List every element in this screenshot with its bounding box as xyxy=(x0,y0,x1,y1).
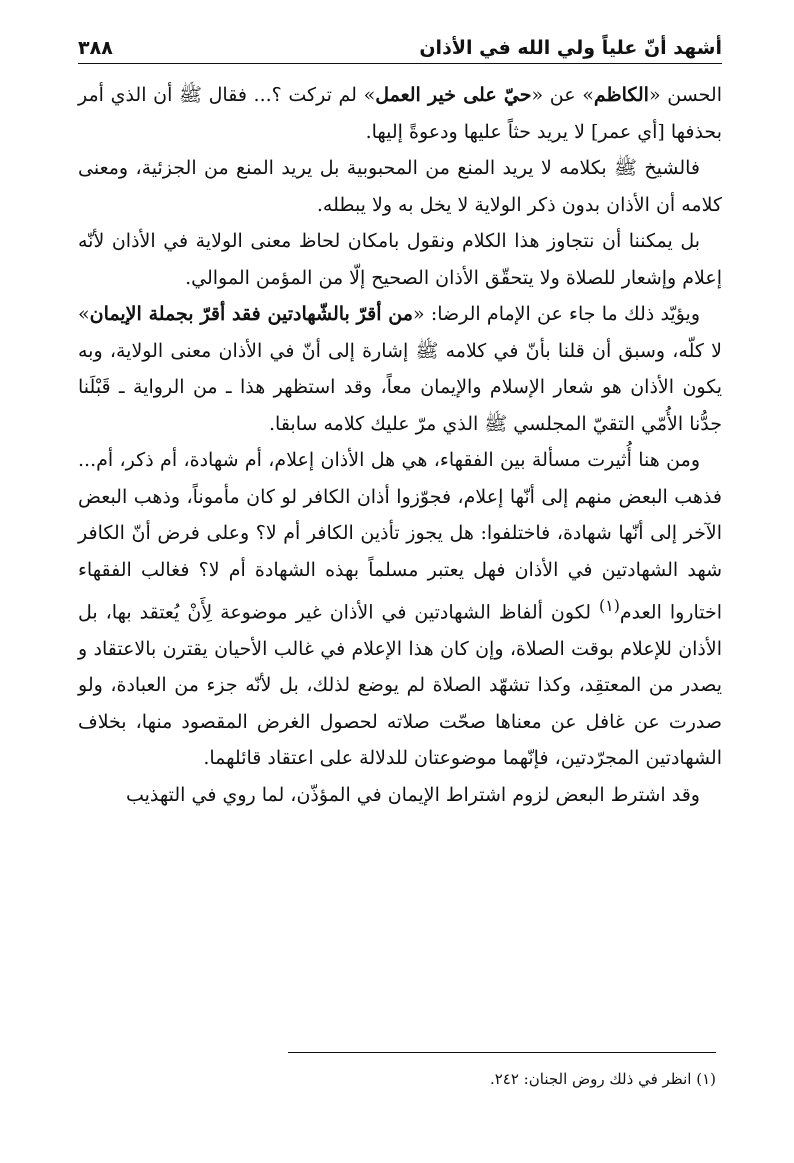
bold-quote: من أقرّ بالشّهادتين فقد أقرّ بجملة الإيمان xyxy=(89,303,413,325)
bold-term: الكاظم xyxy=(593,84,649,106)
paragraph: وقد اشترط البعض لزوم اشتراط الإيمان في المؤذّن، لما روي في التهذيب xyxy=(125,783,700,806)
body-text xyxy=(78,77,722,813)
paragraph: فالشيخ ﷺ بكلامه لا يريد المنع من المحبوبية بل يريد المنع من الجزئية، ومعنى كلامه أن الأذان بدون ذكر الولاية لا يخل به ولا يبطله. xyxy=(78,157,722,216)
footnote-marker[interactable]: (١) xyxy=(598,596,620,615)
running-title: أشهد أنّ علياً ولي الله في الأذان xyxy=(419,37,722,59)
paragraph: بل يمكننا أن نتجاوز هذا الكلام ونقول بامكان لحاظ معنى الولاية في الأذان لأنّه إعلام وإشعار للصلاة ولا يتحقّق الأذان الصحيح إلّا من المؤمن الموالي. xyxy=(78,230,722,289)
paragraph: الحسن «الكاظم» عن «حيّ على خير العمل» لم تركت ؟... فقال ﷺ أن الذي أمر بحذفها [أي عمر] لا يريد حثاً عليها ودعوةً إليها. xyxy=(78,84,722,143)
page-header xyxy=(78,30,722,64)
footnote-divider xyxy=(288,1052,716,1053)
paragraph: ويؤيّد ذلك ما جاء عن الإمام الرضا: «من أقرّ بالشّهادتين فقد أقرّ بجملة الإيمان» لا كلّه، وسبق أن قلنا بأنّ في كلامه ﷺ إشارة إلى أنّ في الأذان معنى الولاية، وبه يكون الأذان هو شعار الإسلام والإيمان معاً، وقد استظهر هذا ـ من الرواية ـ قَبْلَنا جدُّنا الأُمّي التقيّ المجلسي ﷺ الذي مرّ عليك كلامه سابقا. xyxy=(78,303,722,435)
page-number: ٣٨٨ xyxy=(78,37,113,59)
paragraph: ومن هنا أُثيرت مسألة بين الفقهاء، هي هل الأذان إعلام، أم شهادة، أم ذكر، أم... فذهب البعض منهم إلى أنّها إعلام، فجوّزوا أذان الكافر لو كان مأموناً، وذهب البعض الآخر إلى أنّها شهادة، فاختلفوا: هل يجوز تأذين الكافر أم لا؟ وعلى فرض أنّ الكافر شهد الشهادتين في الأذان فهل يعتبر مسلماً بهذه الشهادة أم لا؟ فغالب الفقهاء اختاروا العدم$^{(١)}$ لكون ألفاظ الشهادتين في الأذان غير موضوعة لِأَنْ يُعتقد بها، بل الأذان للإعلام بوقت الصلاة، وإن كان هذا الإعلام في غالب الأحيان يقترن بالاعتقاد و يصدر من المعتقِد، وكذا تشهّد الصلاة لم يوضع لذلك، بل لأنّه جزء من العبادة، ولو صدرت عن غافل عن معناها صحّت صلاته لحصول الغرض المقصود منها، بخلاف الشهادتين المجرّدتين، فإنّهما موضوعتان للدلالة على اعتقاد قائلهما. xyxy=(78,449,723,770)
bold-term: حيّ على خير العمل xyxy=(375,84,532,106)
footnote: (١) انظر في ذلك روض الجنان: ٢٤٢. xyxy=(489,1070,716,1088)
